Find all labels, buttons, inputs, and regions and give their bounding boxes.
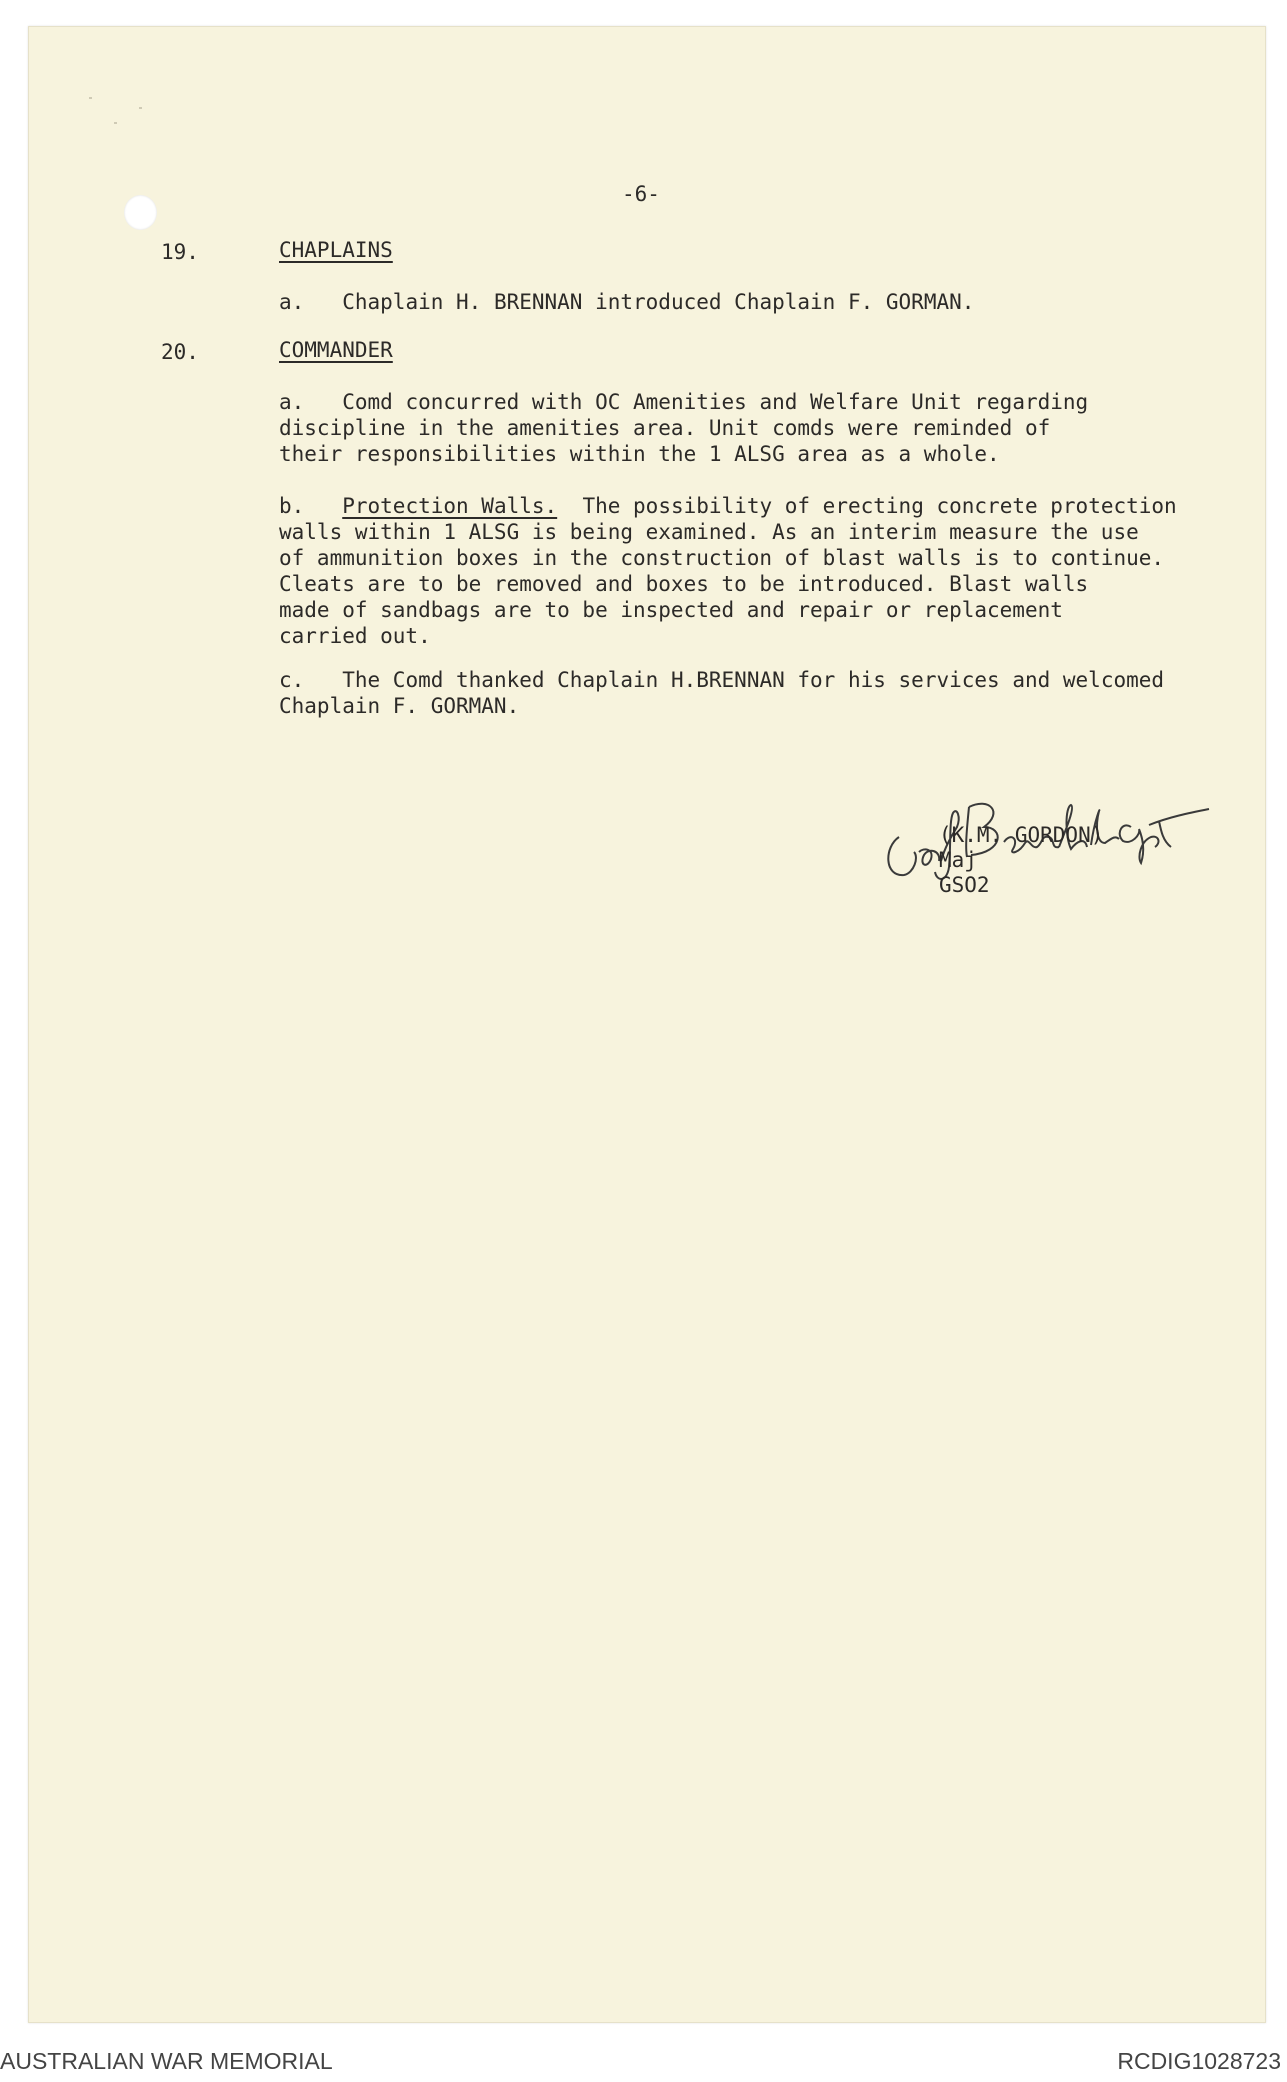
paragraph-line: walls within 1 ALSG is being examined. As an interim measure the use (279, 520, 1139, 544)
signatory-rank: Maj (939, 848, 977, 872)
paragraph-20c (279, 667, 1164, 719)
paper-speck (139, 107, 142, 109)
document-page (28, 26, 1266, 2023)
paragraph-20a (279, 389, 1088, 467)
paragraph-title: Protection Walls. (342, 494, 558, 518)
page-number: -6- (622, 182, 660, 206)
paragraph-20b (279, 493, 1177, 649)
section-heading: CHAPLAINS (279, 238, 393, 262)
signatory-name: (K.M. GORDON) (939, 823, 1104, 847)
paragraph-label: a. (279, 290, 305, 314)
punch-hole (124, 195, 157, 230)
signature-block (939, 823, 1103, 898)
paragraph-line: carried out. (279, 624, 431, 648)
paragraph-line: The Comd thanked Chaplain H.BRENNAN for his services and welcomed (342, 668, 1165, 692)
paragraph-line: Chaplain F. GORMAN. (279, 694, 520, 718)
footer-record-id: RCDIG1028723 (1117, 2048, 1281, 2074)
paper-speck (114, 122, 117, 124)
paragraph-text: Chaplain H. BRENNAN introduced Chaplain F. GORMAN. (342, 290, 975, 314)
paragraph-label: b. (279, 494, 305, 518)
section-heading: COMMANDER (279, 338, 393, 362)
paragraph-line: their responsibilities within the 1 ALSG area as a whole. (279, 442, 1000, 466)
section-number: 20. (161, 340, 199, 364)
paragraph-line: of ammunition boxes in the construction of blast walls is to continue. (279, 546, 1165, 570)
section-number: 19. (161, 240, 199, 264)
paragraph-label: c. (279, 668, 305, 692)
paragraph-line: Comd concurred with OC Amenities and Welfare Unit regarding (342, 390, 1089, 414)
paragraph-19a (279, 289, 974, 315)
paragraph-line: made of sandbags are to be inspected and repair or replacement (279, 598, 1063, 622)
paper-speck (89, 97, 92, 99)
signatory-appointment: GSO2 (939, 873, 990, 897)
paragraph-line: discipline in the amenities area. Unit comds were reminded of (279, 416, 1051, 440)
paragraph-line: The possibility of erecting concrete protection (582, 494, 1177, 518)
paragraph-line: Cleats are to be removed and boxes to be introduced. Blast walls (279, 572, 1089, 596)
footer-institution: AUSTRALIAN WAR MEMORIAL (0, 2048, 333, 2074)
paragraph-label: a. (279, 390, 305, 414)
